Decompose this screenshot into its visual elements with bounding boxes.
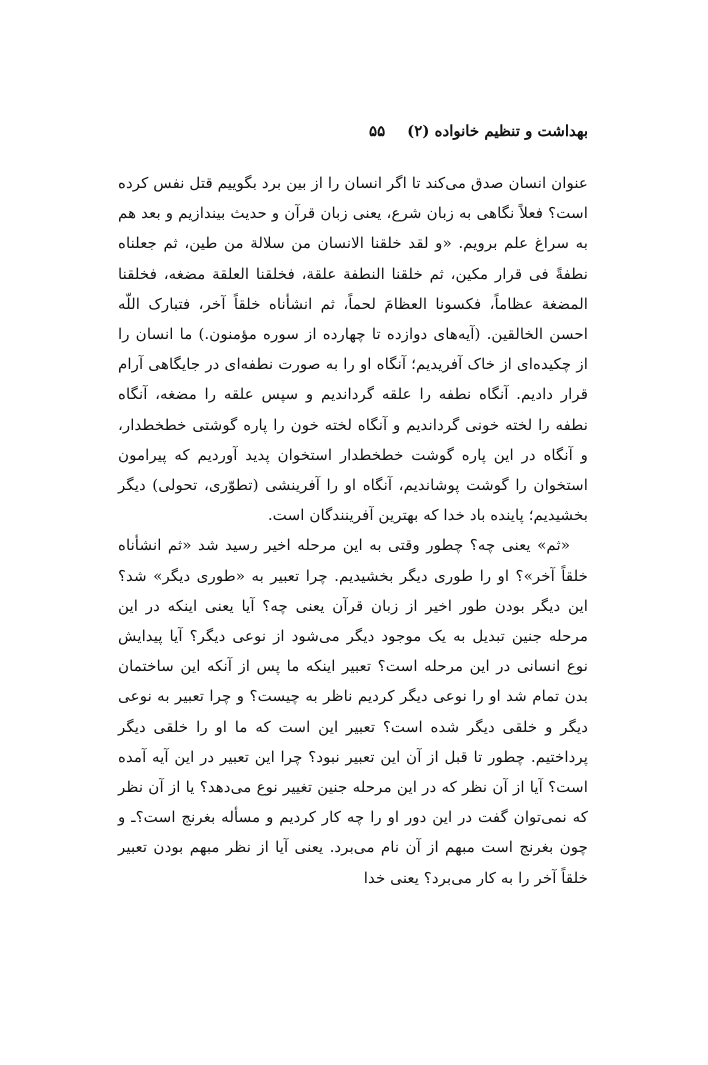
page-number: ۵۵ [369, 122, 386, 140]
paragraph-2: «ثم» یعنی چه؟ چطور وقتی به این مرحله اخیر رسید شد «ثم انشأناه خلقاً آخر»؟ او را طوری دیگر بخشیدیم. چرا تعبیر به «طوری دیگر» شد؟ این دیگر بودن طور اخیر از زبان قرآن یعنی چه؟ آیا یعنی اینکه در این مرحله جنین تبدیل به یک موجود دیگر می‌شود از نوعی دیگر؟ آیا پیدایش نوع انسانی در این مرحله است؟ تعبیر اینکه ما پس از آنکه این ساختمان بدن تمام شد او را نوعی دیگر کردیم ناظر به چیست؟ و چرا تعبیر به نوعی دیگر و خلقی دیگر شده است؟ تعبیر این است که ما او را خلقی دیگر پرداختیم. چطور تا قبل از آن این تعبیر نبود؟ چرا این تعبیر در این آیه آمده است؟ آیا از آن نظر که در این مرحله جنین تغییر نوع می‌دهد؟ یا از آن نظر که نمی‌توان گفت در این دور او را چه کار کردیم و مسأله بغرنج است؟ـ و چون بغرنج است مبهم از آن نام می‌برد. یعنی آیا از نظر مبهم بودن تعبیر خلقاً آخر را به کار می‌برد؟ یعنی خدا [118, 536, 588, 887]
body-text [118, 168, 588, 893]
paragraph-1: عنوان انسان صدق می‌کند تا اگر انسان را از بین برد بگوییم قتل نفس کرده است؟ فعلاً نگاهی به زبان شرع، یعنی زبان قرآن و حدیث بیندازیم و بعد هم به سراغ علم برویم. «و لقد خلقنا الانسان من سلالة من طین، ثم جعلناه نطفةً فی قرار مکین، ثم خلقنا النطفة علقة، فخلقنا العلقة مضغه، فخلقنا المضغة عظاماً، فکسونا العظامَ لحماً، ثم انشأناه خلقاً آخر، فتبارک اللّه احسن الخالقین. (آیه‌های دوازده تا چهارده از سوره مؤمنون.) ما انسان را از چکیده‌ای از خاک آفریدیم؛ آنگاه او را به صورت نطفه‌ای در جایگاهی آرام قرار دادیم. آنگاه نطفه را علقه گرداندیم و سپس علقه را مضغه، آنگاه نطفه را لخته خونی گرداندیم و آنگاه لخته خون را پاره گوشتی خطخطدار، و آنگاه در این پاره گوشت خطخطدار استخوان پدید آوردیم که پیرامون استخوان را گوشت پوشاندیم، آنگاه او را آفرینشی (تطوّری، تحولی) دیگر بخشیدیم؛ پاینده باد خدا که بهترین آفرینندگان است. [118, 174, 588, 525]
running-head [118, 119, 588, 143]
running-head-title: بهداشت و تنظیم خانواده (۲) [407, 122, 588, 140]
